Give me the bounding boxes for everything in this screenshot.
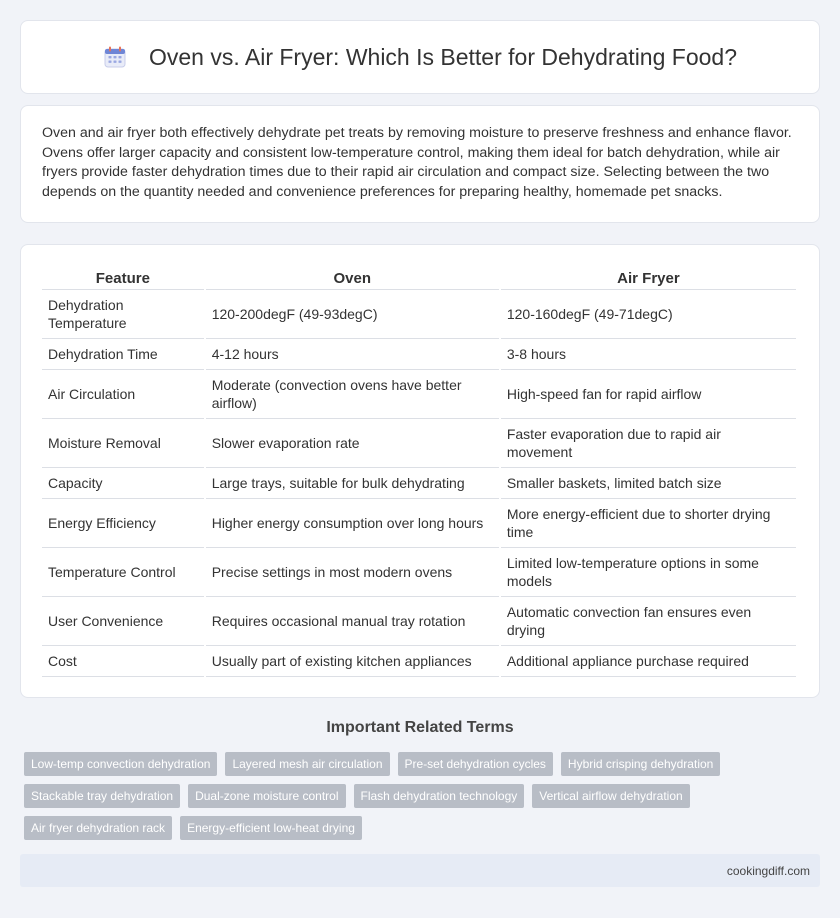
table-row: [42, 597, 796, 646]
tag-row: [24, 784, 824, 808]
oven-cell: 4-12 hours: [206, 339, 499, 370]
air-fryer-cell: Faster evaporation due to rapid air movement: [501, 419, 796, 468]
tag-flash-dehydration-technology[interactable]: Flash dehydration technology: [354, 784, 525, 808]
air-fryer-cell: 3-8 hours: [501, 339, 796, 370]
air-fryer-cell: More energy-efficient due to shorter drying time: [501, 499, 796, 548]
tag-row: [24, 752, 824, 776]
table-row: [42, 499, 796, 548]
table-row: [42, 419, 796, 468]
air-fryer-cell: Limited low-temperature options in some models: [501, 548, 796, 597]
table-row: [42, 548, 796, 597]
header-air-fryer: Air Fryer: [501, 261, 796, 290]
related-terms-title: Important Related Terms: [326, 719, 514, 736]
air-fryer-cell: 120-160degF (49-71degC): [501, 290, 796, 339]
feature-cell: Cost: [42, 646, 204, 677]
tag-hybrid-crisping-dehydration[interactable]: Hybrid crisping dehydration: [561, 752, 720, 776]
tag-air-fryer-dehydration-rack[interactable]: Air fryer dehydration rack: [24, 816, 172, 840]
air-fryer-cell: Automatic convection fan ensures even drying: [501, 597, 796, 646]
footer-site-link[interactable]: cookingdiff.com: [726, 864, 810, 878]
page-title: Oven vs. Air Fryer: Which Is Better for Dehydrating Food?: [149, 43, 737, 70]
feature-cell: Dehydration Time: [42, 339, 204, 370]
feature-cell: User Convenience: [42, 597, 204, 646]
air-fryer-cell: Smaller baskets, limited batch size: [501, 468, 796, 499]
feature-cell: Air Circulation: [42, 370, 204, 419]
tag-dual-zone-moisture-control[interactable]: Dual-zone moisture control: [188, 784, 345, 808]
header-feature: Feature: [42, 261, 204, 290]
oven-cell: Higher energy consumption over long hours: [206, 499, 499, 548]
oven-cell: Requires occasional manual tray rotation: [206, 597, 499, 646]
tag-vertical-airflow-dehydration[interactable]: Vertical airflow dehydration: [532, 784, 689, 808]
tag-pre-set-dehydration-cycles[interactable]: Pre-set dehydration cycles: [398, 752, 553, 776]
intro-text: Oven and air fryer both effectively dehydrate pet treats by removing moisture to preserve freshness and enhance flavor. Ovens offer larger capacity and consistent low-temperature control, making them ideal for batch dehydration, while air fryers provide faster dehydration times due to their rapid air circulation and compact size. Selecting between the two depends on the quantity needed and convenience preferences for preparing healthy, homemade pet snacks.: [42, 125, 792, 200]
tag-stackable-tray-dehydration[interactable]: Stackable tray dehydration: [24, 784, 180, 808]
table-header-row: [42, 261, 796, 290]
oven-cell: Usually part of existing kitchen appliances: [206, 646, 499, 677]
tag-low-temp-convection-dehydration[interactable]: Low-temp convection dehydration: [24, 752, 217, 776]
oven-cell: 120-200degF (49-93degC): [206, 290, 499, 339]
oven-cell: Moderate (convection ovens have better airflow): [206, 370, 499, 419]
feature-cell: Energy Efficiency: [42, 499, 204, 548]
air-fryer-cell: Additional appliance purchase required: [501, 646, 796, 677]
table-row: [42, 468, 796, 499]
table-row: [42, 290, 796, 339]
table-row: [42, 370, 796, 419]
calendar-icon: [103, 45, 127, 69]
header-oven: Oven: [206, 261, 499, 290]
feature-cell: Dehydration Temperature: [42, 290, 204, 339]
oven-cell: Precise settings in most modern ovens: [206, 548, 499, 597]
intro-card: [20, 105, 820, 223]
feature-cell: Temperature Control: [42, 548, 204, 597]
tag-layered-mesh-air-circulation[interactable]: Layered mesh air circulation: [225, 752, 389, 776]
oven-cell: Slower evaporation rate: [206, 419, 499, 468]
tag-energy-efficient-low-heat-drying[interactable]: Energy-efficient low-heat drying: [180, 816, 362, 840]
table-row: [42, 646, 796, 677]
table-row: [42, 339, 796, 370]
oven-cell: Large trays, suitable for bulk dehydrating: [206, 468, 499, 499]
feature-cell: Capacity: [42, 468, 204, 499]
comparison-table-card: [20, 244, 820, 698]
related-terms-tags: [24, 752, 824, 848]
header-card: [20, 20, 820, 94]
air-fryer-cell: High-speed fan for rapid airflow: [501, 370, 796, 419]
footer: [20, 854, 820, 887]
tag-row: [24, 816, 824, 840]
comparison-table: [40, 261, 798, 677]
title-wrap: [103, 44, 737, 71]
feature-cell: Moisture Removal: [42, 419, 204, 468]
